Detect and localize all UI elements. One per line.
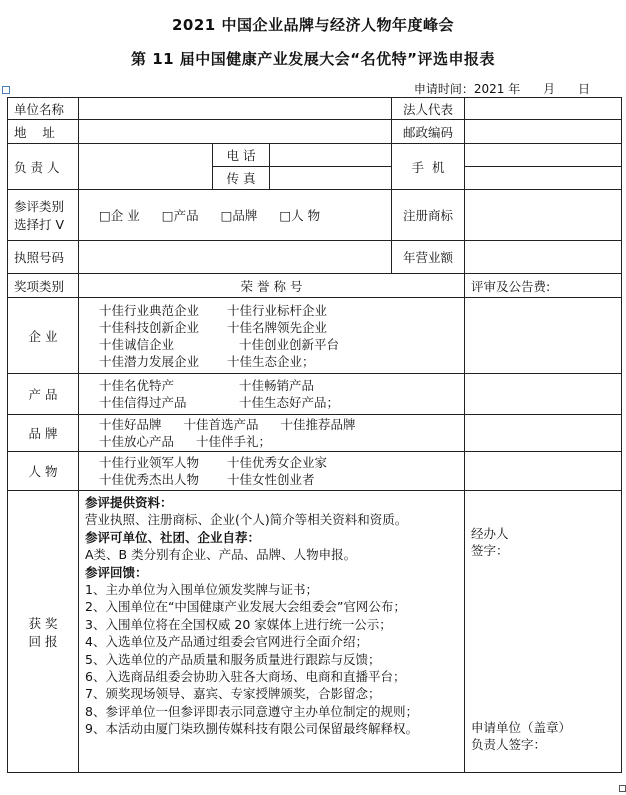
list-item: 1、主办单位为入围单位颁发奖牌与证书；	[85, 582, 318, 598]
category-brand: 品 牌	[8, 415, 79, 452]
list-item: 6、入选商品组委会协助入驻各大商场、电商和直播平台；	[85, 669, 406, 685]
phone-label: 电 话	[213, 144, 270, 167]
enterprise-awards	[79, 298, 465, 374]
handler-label: 经办人	[471, 526, 509, 541]
legal-rep-field[interactable]	[465, 98, 622, 120]
award-item: 十佳生态企业；	[227, 353, 315, 369]
postcode-label: 邮政编码	[392, 120, 465, 144]
list-item: 4、入选单位及产品通过组委会官网进行全面介绍；	[85, 634, 368, 650]
category-label-line1: 参评类别	[14, 199, 65, 214]
option-product[interactable]: □产品	[161, 208, 199, 223]
category-options	[79, 190, 392, 241]
list-item: 9、本活动由厦门柒玖捌传媒科技有限公司保留最终解释权。	[85, 721, 418, 737]
address-label: 地 址	[8, 120, 79, 144]
review-fee-header: 评审及公告费:	[465, 274, 622, 298]
product-awards	[79, 374, 465, 415]
end-mark-icon	[619, 785, 626, 792]
license-no-label: 执照号码	[8, 241, 79, 274]
list-item: 2、入围单位在“中国健康产业发展大会组委会”官网公布；	[85, 599, 406, 615]
list-item	[99, 336, 458, 353]
list-item	[99, 416, 458, 433]
address-field[interactable]	[79, 120, 392, 144]
person-awards	[79, 452, 465, 491]
award-item: 十佳名牌领先企业	[227, 319, 328, 335]
award-return-content	[79, 491, 465, 773]
list-item: 7、颁奖现场领导、嘉宾、专家授牌颁奖，合影留念；	[85, 686, 381, 702]
signature-area[interactable]	[465, 491, 622, 773]
fee-enterprise[interactable]	[465, 298, 622, 374]
list-item	[99, 471, 458, 488]
fee-brand[interactable]	[465, 415, 622, 452]
materials-title: 参评提供资料：	[85, 495, 173, 510]
mobile-field[interactable]	[465, 144, 622, 167]
trademark-label: 注册商标	[392, 190, 465, 241]
award-item: 十佳优秀杰出人物	[99, 472, 200, 487]
award-return-label	[8, 491, 79, 773]
annual-revenue-field[interactable]	[465, 241, 622, 274]
fee-person[interactable]	[465, 452, 622, 491]
materials-text: 营业执照、注册商标、企业(个人)简介等相关资料和资质。	[85, 512, 408, 528]
fax-field[interactable]	[270, 167, 392, 190]
handler-sign-label: 签字：	[471, 543, 509, 558]
award-item: 十佳创业创新平台	[239, 336, 340, 352]
license-no-field[interactable]	[79, 241, 392, 274]
category-enterprise: 企 业	[8, 298, 79, 374]
award-item: 十佳优秀女企业家	[227, 455, 328, 470]
list-item	[99, 353, 458, 370]
award-item: 十佳放心产品	[99, 434, 175, 449]
award-item: 十佳科技创新企业	[99, 319, 200, 335]
option-enterprise[interactable]: □企 业	[99, 208, 140, 223]
apply-date: 申请时间：2021 年 月 日	[413, 82, 590, 96]
award-item: 十佳行业领军人物	[99, 455, 200, 470]
list-item	[99, 433, 458, 450]
fee-product[interactable]	[465, 374, 622, 415]
award-item: 十佳畅销产品	[239, 378, 315, 393]
award-item: 十佳诚信企业	[99, 336, 175, 352]
feedback-title: 参评回馈：	[85, 564, 148, 580]
category-select-label	[8, 190, 79, 241]
list-item	[99, 377, 458, 394]
award-item: 十佳行业标杆企业	[227, 302, 328, 318]
award-item: 十佳潜力发展企业	[99, 353, 200, 369]
postcode-field[interactable]	[465, 120, 622, 144]
fax-label: 传 真	[213, 167, 270, 190]
trademark-field[interactable]	[465, 190, 622, 241]
award-item: 十佳信得过产品	[99, 395, 187, 410]
list-item: 5、入选单位的产品质量和服务质量进行跟踪与反馈；	[85, 651, 381, 667]
form-title: 第 11 届中国健康产业发展大会“名优特”评选申报表	[130, 50, 496, 68]
list-item: 8、参评单位一但参评即表示同意遵守主办单位制定的规则；	[85, 703, 418, 719]
person-in-charge-label: 负 责 人	[8, 144, 79, 190]
award-item: 十佳名优特产	[99, 378, 175, 393]
unit-name-field[interactable]	[79, 98, 392, 120]
applicant-sign-label: 负责人签字：	[471, 737, 547, 752]
mobile-field-2[interactable]	[465, 167, 622, 190]
award-item: 十佳女性创业者	[227, 472, 315, 487]
option-person[interactable]: □人 物	[279, 208, 321, 223]
annual-revenue-label: 年营业额	[392, 241, 465, 274]
mobile-label: 手 机	[392, 144, 465, 190]
award-item: 十佳首选产品	[183, 417, 259, 432]
page-title: 2021 中国企业品牌与经济人物年度峰会	[172, 16, 454, 34]
legal-rep-label: 法人代表	[392, 98, 465, 120]
list-item	[99, 394, 458, 411]
list-item	[99, 302, 458, 319]
phone-field[interactable]	[270, 144, 392, 167]
honor-name-header: 荣 誉 称 号	[79, 274, 465, 298]
option-brand[interactable]: □品牌	[220, 208, 258, 223]
person-in-charge-field[interactable]	[79, 144, 213, 190]
unit-name-label: 单位名称	[8, 98, 79, 120]
category-product: 产 品	[8, 374, 79, 415]
category-person: 人 物	[8, 452, 79, 491]
list-item	[99, 454, 458, 471]
application-form-table	[7, 97, 622, 773]
award-item: 十佳好品牌	[99, 417, 162, 432]
award-item: 十佳生态好产品；	[239, 395, 340, 410]
award-return-label-line1: 获 奖	[28, 615, 58, 631]
list-item: 3、入围单位将在全国权威 20 家媒体上进行统一公示；	[85, 616, 392, 632]
recommend-title: 参评可单位、社团、企业自荐：	[85, 529, 261, 545]
award-category-header: 奖项类别	[8, 274, 79, 298]
table-move-handle-icon[interactable]	[2, 86, 10, 94]
award-return-label-line2: 回 报	[28, 633, 58, 649]
brand-awards	[79, 415, 465, 452]
award-item: 十佳伴手礼；	[196, 434, 272, 449]
award-item: 十佳行业典范企业	[99, 302, 200, 318]
recommend-text: A类、B 类分别有企业、产品、品牌、人物申报。	[85, 547, 357, 563]
list-item	[99, 319, 458, 336]
category-label-line2: 选择打 V	[14, 217, 65, 232]
award-item: 十佳推荐品牌	[280, 417, 356, 432]
applicant-stamp-label: 申请单位（盖章）	[471, 720, 572, 735]
